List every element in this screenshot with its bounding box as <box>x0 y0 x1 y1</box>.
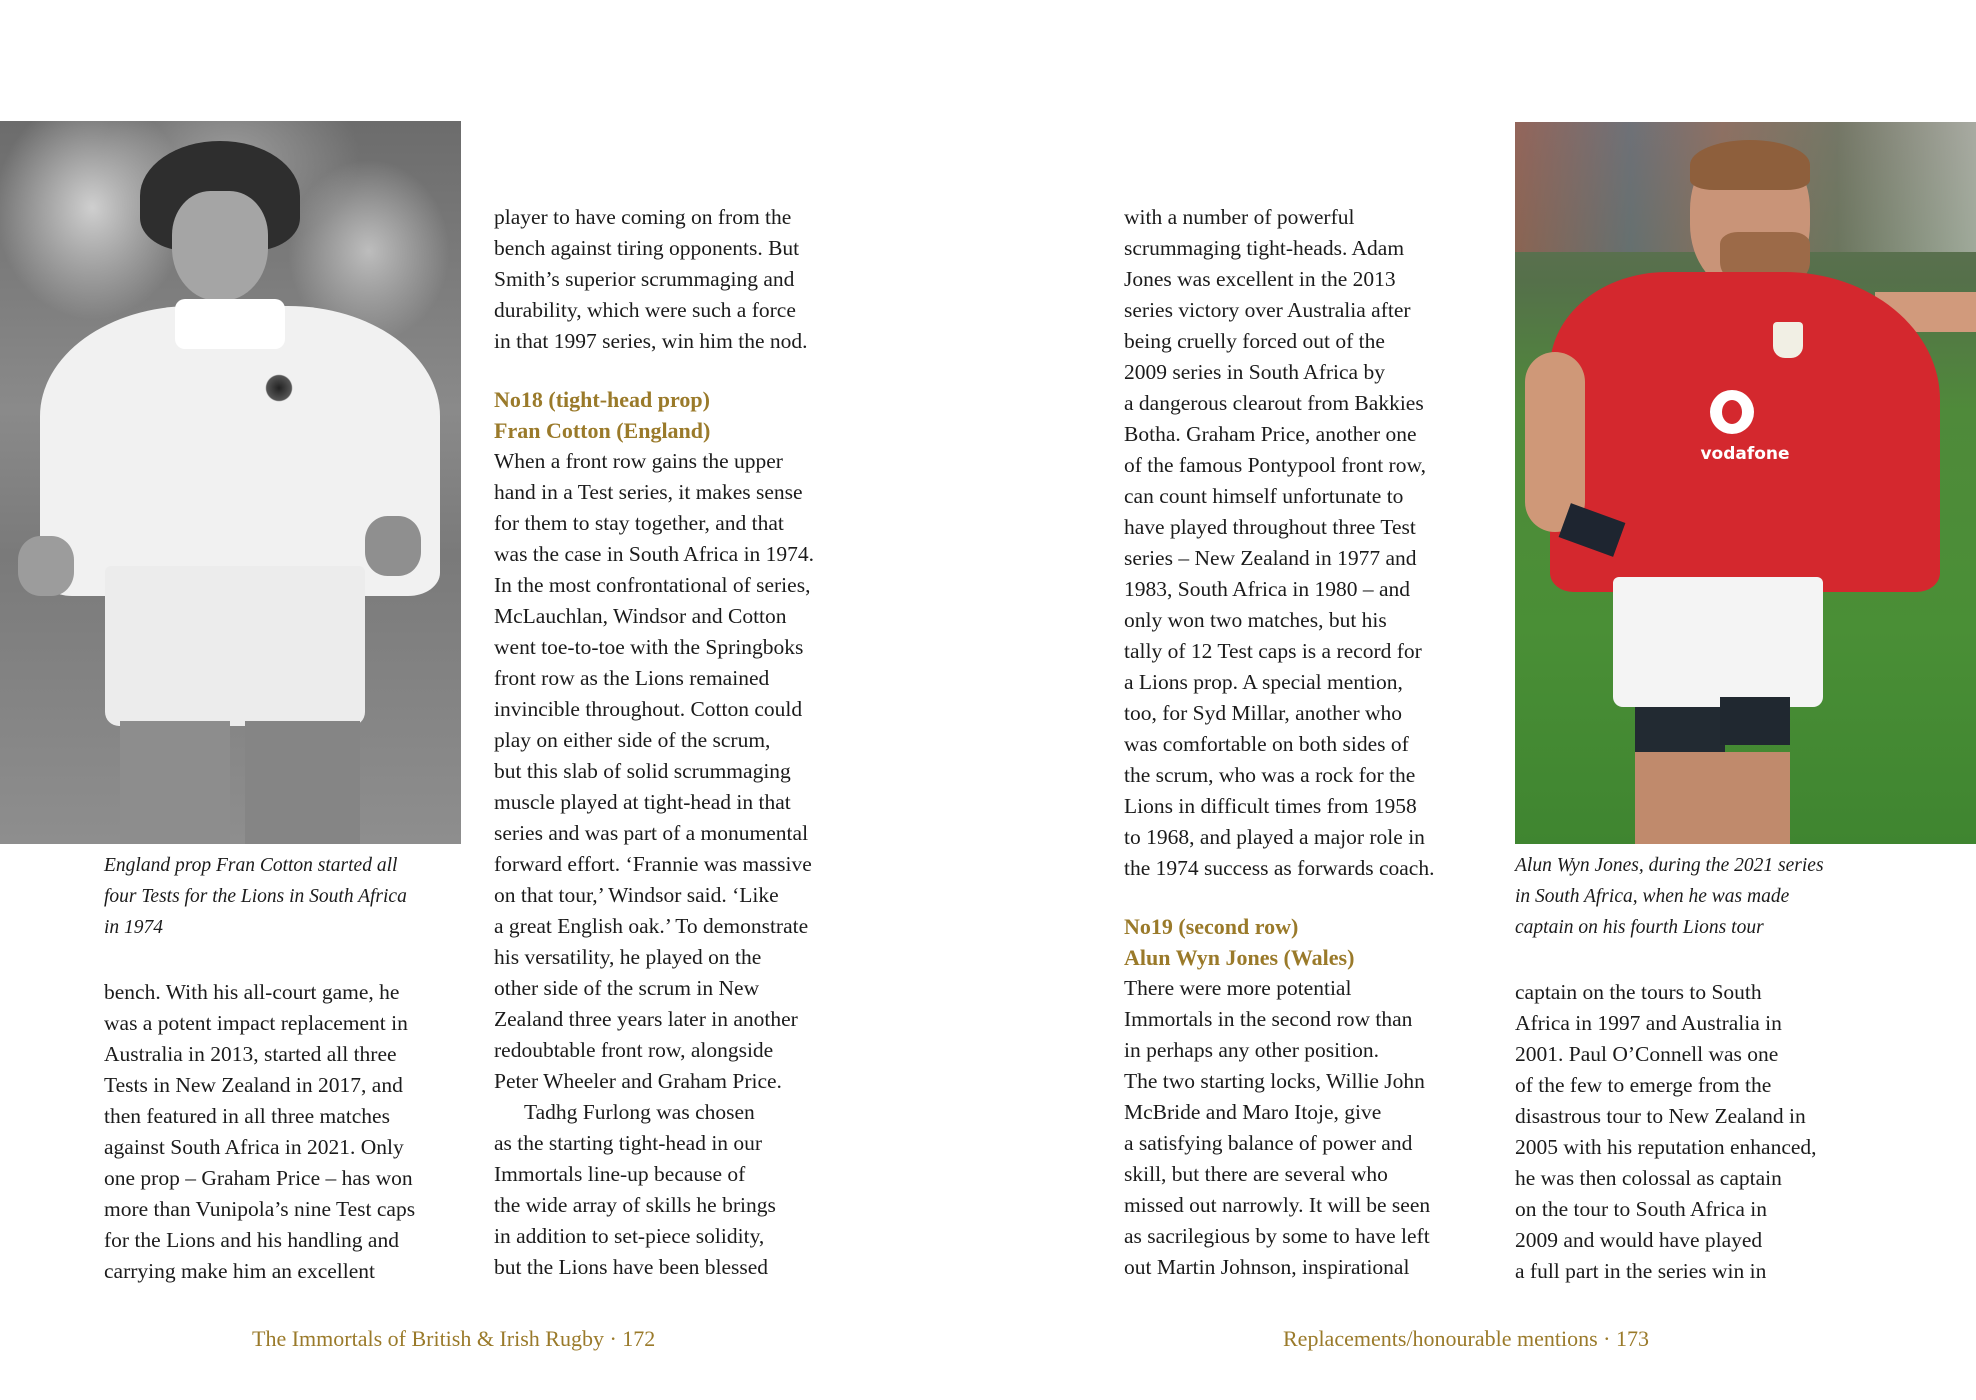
text-line: Immortals in the second row than <box>1124 1007 1413 1031</box>
text-line: There were more potential <box>1124 976 1352 1000</box>
text-line: When a front row gains the upper <box>494 449 783 473</box>
text-line: then featured in all three matches <box>104 1104 390 1128</box>
text-line: series and was part of a monumental <box>494 821 809 845</box>
text-line: durability, which were such a force <box>494 298 796 322</box>
column-two <box>494 202 814 1283</box>
left-bottom-column <box>104 977 415 1287</box>
text-line: Peter Wheeler and Graham Price. <box>494 1069 782 1093</box>
text-line: Lions in difficult times from 1958 <box>1124 794 1417 818</box>
text-line: his versatility, he played on the <box>494 945 762 969</box>
text-line: against South Africa in 2021. Only <box>104 1135 404 1159</box>
text-line: Smith’s superior scrummaging and <box>494 267 795 291</box>
text-line: a great English oak.’ To demonstrate <box>494 914 809 938</box>
heading-position: No18 (tight-head prop) <box>494 387 710 412</box>
lions-crest-icon <box>1773 322 1803 358</box>
text-line: too, for Syd Millar, another who <box>1124 701 1402 725</box>
text-line: the 1974 success as forwards coach. <box>1124 856 1435 880</box>
text-line: on the tour to South Africa in <box>1515 1197 1767 1221</box>
right-page-footer: Replacements/honourable mentions · 173 <box>1283 1326 1649 1351</box>
section-heading-no18 <box>494 384 814 446</box>
right-photo-caption <box>1515 850 1824 943</box>
alun-wyn-jones-photo <box>1515 122 1976 844</box>
text-line: with a number of powerful <box>1124 205 1355 229</box>
caption-line: in South Africa, when he was made <box>1515 886 1790 907</box>
text-line: for them to stay together, and that <box>494 511 784 535</box>
text-line: McBride and Maro Itoje, give <box>1124 1100 1382 1124</box>
text-line: have played throughout three Test <box>1124 515 1416 539</box>
photo-detail-strap-right <box>1720 697 1790 745</box>
right-bottom-column <box>1515 977 1817 1287</box>
text-line: tally of 12 Test caps is a record for <box>1124 639 1422 663</box>
text-line: a satisfying balance of power and <box>1124 1131 1413 1155</box>
spacer <box>1124 884 1434 911</box>
photo-detail-fist-left <box>18 536 74 596</box>
text-line: only won two matches, but his <box>1124 608 1387 632</box>
caption-line: England prop Fran Cotton started all <box>104 855 398 876</box>
fran-cotton-photo <box>0 121 461 844</box>
text-line: for the Lions and his handling and <box>104 1228 399 1252</box>
text-line: Tests in New Zealand in 2017, and <box>104 1073 403 1097</box>
text-line: as sacrilegious by some to have left <box>1124 1224 1430 1248</box>
caption-line: captain on his fourth Lions tour <box>1515 917 1764 938</box>
text-line: 2009 and would have played <box>1515 1228 1763 1252</box>
photo-detail-face <box>172 191 268 301</box>
text-line: in addition to set-piece solidity, <box>494 1224 765 1248</box>
text-line: front row as the Lions remained <box>494 666 770 690</box>
text-line: he was then colossal as captain <box>1515 1166 1782 1190</box>
photo-detail-fist-right <box>365 516 421 576</box>
text-line: series – New Zealand in 1977 and <box>1124 546 1417 570</box>
text-line: The two starting locks, Willie John <box>1124 1069 1425 1093</box>
photo-detail-collar <box>175 299 285 349</box>
text-line: to 1968, and played a major role in <box>1124 825 1425 849</box>
text-line: disastrous tour to New Zealand in <box>1515 1104 1806 1128</box>
text-line: a Lions prop. A special mention, <box>1124 670 1403 694</box>
text-line: 2005 with his reputation enhanced, <box>1515 1135 1817 1159</box>
text-line: Botha. Graham Price, another one <box>1124 422 1417 446</box>
text-line: in that 1997 series, win him the nod. <box>494 329 808 353</box>
photo-detail-leg-left <box>120 721 230 844</box>
photo-detail-legs <box>1635 752 1790 844</box>
caption-line: in 1974 <box>104 917 164 938</box>
text-line: but this slab of solid scrummaging <box>494 759 791 783</box>
vodafone-logo-icon <box>1710 390 1754 434</box>
text-line: Jones was excellent in the 2013 <box>1124 267 1396 291</box>
text-line: was the case in South Africa in 1974. <box>494 542 815 566</box>
photo-detail-hair <box>1690 140 1810 190</box>
photo-detail-leg-right <box>245 721 360 844</box>
text-line: was comfortable on both sides of <box>1124 732 1409 756</box>
photo-detail-strap-left <box>1635 707 1725 752</box>
heading-player: Alun Wyn Jones (Wales) <box>1124 945 1355 970</box>
text-line: a full part in the series win in <box>1515 1259 1767 1283</box>
text-line: but the Lions have been blessed <box>494 1255 769 1279</box>
text-line: redoubtable front row, alongside <box>494 1038 774 1062</box>
text-line: captain on the tours to South <box>1515 980 1762 1004</box>
text-line: forward effort. ‘Frannie was massive <box>494 852 812 876</box>
spacer <box>494 357 814 384</box>
photo-detail-shorts <box>1613 577 1823 707</box>
text-line: muscle played at tight-head in that <box>494 790 791 814</box>
text-line: in perhaps any other position. <box>1124 1038 1379 1062</box>
text-line: In the most confrontational of series, <box>494 573 811 597</box>
text-line: 1983, South Africa in 1980 – and <box>1124 577 1411 601</box>
text-line: the wide array of skills he brings <box>494 1193 776 1217</box>
text-line: hand in a Test series, it makes sense <box>494 480 803 504</box>
text-line: Immortals line-up because of <box>494 1162 746 1186</box>
left-photo-caption <box>104 850 407 943</box>
heading-position: No19 (second row) <box>1124 914 1299 939</box>
text-line: missed out narrowly. It will be seen <box>1124 1193 1431 1217</box>
text-line: a dangerous clearout from Bakkies <box>1124 391 1424 415</box>
text-line: of the few to emerge from the <box>1515 1073 1772 1097</box>
text-line: was a potent impact replacement in <box>104 1011 408 1035</box>
text-line: bench. With his all-court game, he <box>104 980 400 1004</box>
text-line: on that tour,’ Windsor said. ‘Like <box>494 883 779 907</box>
section-heading-no19 <box>1124 911 1434 973</box>
text-line: bench against tiring opponents. But <box>494 236 800 260</box>
sponsor-text: vodafone <box>1700 444 1790 464</box>
text-line: player to have coming on from the <box>494 205 792 229</box>
text-line: scrummaging tight-heads. Adam <box>1124 236 1405 260</box>
left-page-footer: The Immortals of British & Irish Rugby · 172 <box>252 1326 656 1351</box>
text-line: the scrum, who was a rock for the <box>1124 763 1416 787</box>
text-line: being cruelly forced out of the <box>1124 329 1385 353</box>
text-line: as the starting tight-head in our <box>494 1131 763 1155</box>
text-line: skill, but there are several who <box>1124 1162 1388 1186</box>
text-line: Tadhg Furlong was chosen <box>524 1100 755 1124</box>
text-line: out Martin Johnson, inspirational <box>1124 1255 1410 1279</box>
photo-detail-shorts <box>105 566 365 726</box>
text-line: McLauchlan, Windsor and Cotton <box>494 604 787 628</box>
text-line: Australia in 2013, started all three <box>104 1042 397 1066</box>
text-line: other side of the scrum in New <box>494 976 760 1000</box>
caption-line: four Tests for the Lions in South Africa <box>104 886 407 907</box>
text-line: of the famous Pontypool front row, <box>1124 453 1426 477</box>
text-line: went toe-to-toe with the Springboks <box>494 635 804 659</box>
england-rose-icon <box>262 373 296 403</box>
text-line: series victory over Australia after <box>1124 298 1411 322</box>
text-line: 2001. Paul O’Connell was one <box>1515 1042 1779 1066</box>
text-line: play on either side of the scrum, <box>494 728 771 752</box>
column-three <box>1124 202 1434 1283</box>
caption-line: Alun Wyn Jones, during the 2021 series <box>1515 855 1824 876</box>
heading-player: Fran Cotton (England) <box>494 418 711 443</box>
text-line: more than Vunipola’s nine Test caps <box>104 1197 416 1221</box>
text-line: can count himself unfortunate to <box>1124 484 1404 508</box>
text-line: invincible throughout. Cotton could <box>494 697 803 721</box>
text-line: Zealand three years later in another <box>494 1007 798 1031</box>
text-line: 2009 series in South Africa by <box>1124 360 1385 384</box>
text-line: Africa in 1997 and Australia in <box>1515 1011 1782 1035</box>
text-line: carrying make him an excellent <box>104 1259 376 1283</box>
text-line: one prop – Graham Price – has won <box>104 1166 413 1190</box>
